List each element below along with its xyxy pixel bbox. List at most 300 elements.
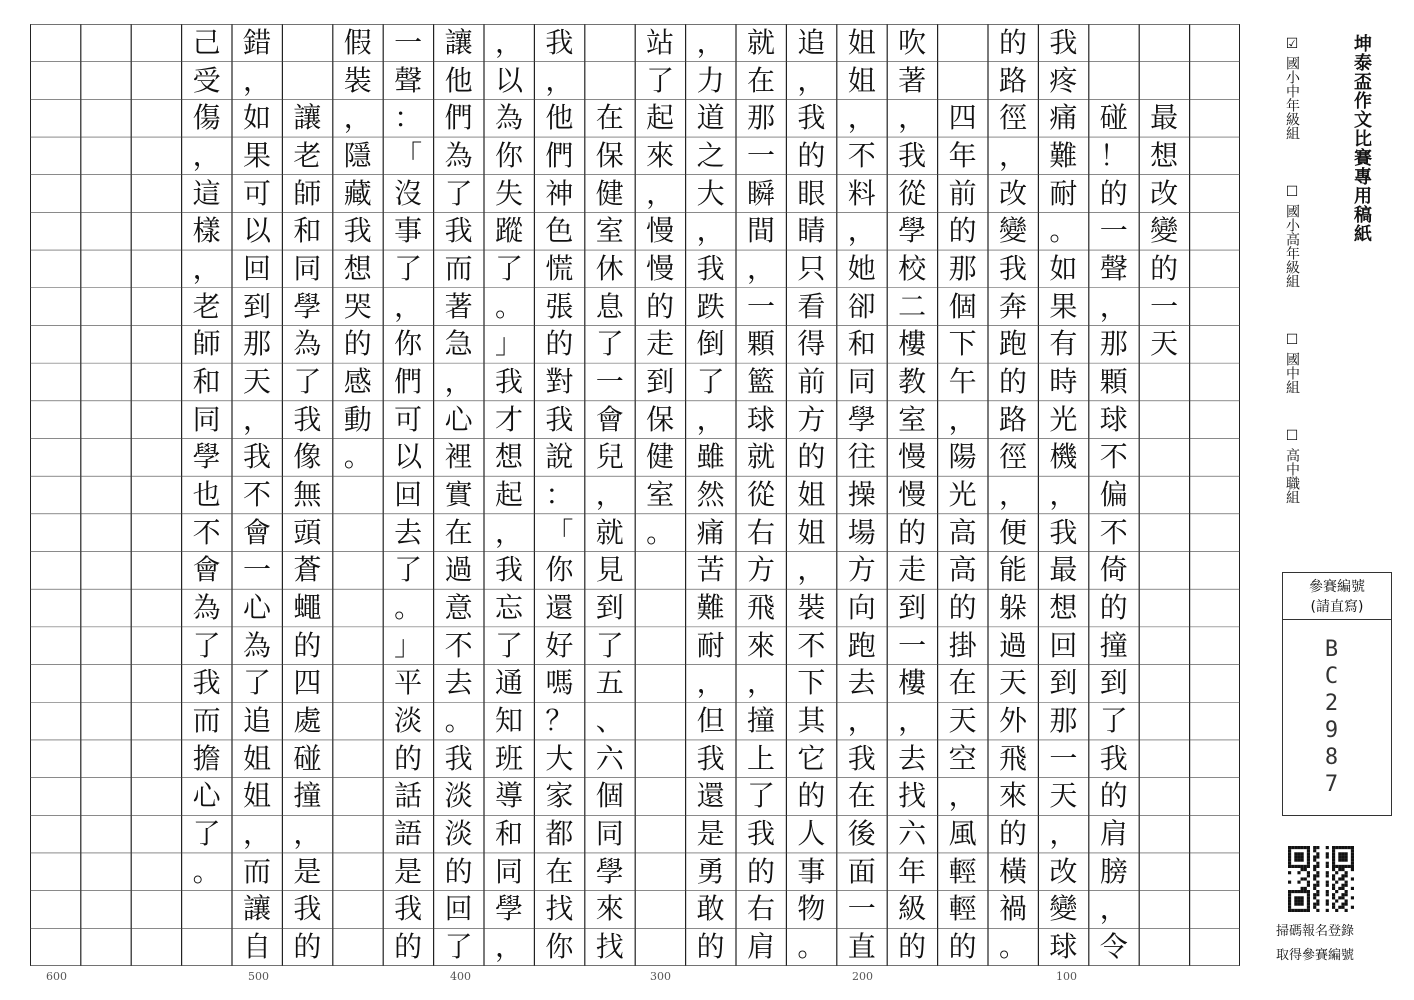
char-cell: 淡 [444,817,473,851]
char-cell: 便 [998,515,1027,549]
char-cell: 受 [192,63,221,97]
char-cell: 室 [595,214,624,248]
char-cell: 室 [898,402,927,436]
char-cell: 我 [343,214,372,248]
char-cell: 見 [595,553,624,587]
char-cell: 為 [444,138,473,172]
char-cell: 的 [293,930,322,964]
char-cell: 我 [293,892,322,926]
char-cell: 。 [998,930,1027,964]
char-cell: 到 [1049,666,1078,700]
qr-code-icon [1288,846,1354,912]
char-cell: 找 [595,930,624,964]
char-cell: 淡 [444,779,473,813]
char-cell: 兒 [595,440,624,474]
char-cell: 處 [293,704,322,738]
char-cell: 一 [746,289,775,323]
char-cell: 假 [343,25,372,59]
char-cell: 找 [898,779,927,813]
char-cell: 讓 [242,892,271,926]
char-cell: 好 [545,628,574,662]
char-cell: 動 [343,402,372,436]
char-cell: 大 [696,176,725,210]
char-cell: 就 [746,440,775,474]
char-cell: 我 [545,402,574,436]
char-cell: 的 [998,25,1027,59]
char-cell: 光 [948,477,977,511]
char-cell: 輕 [948,892,977,926]
char-cell: 保 [646,402,675,436]
option-label: 高中職組 [1284,448,1300,504]
char-cell: ， [746,666,775,700]
char-cell: 去 [444,666,473,700]
char-cell: 級 [898,892,927,926]
char-cell: 機 [1049,440,1078,474]
char-cell: 的 [948,930,977,964]
char-cell: 飛 [746,591,775,625]
char-cell: 撞 [293,779,322,813]
char-cell: 慌 [545,251,574,285]
char-cell: 校 [898,251,927,285]
char-cell: ， [494,930,523,964]
char-cell: 操 [847,477,876,511]
char-cell: 、 [595,704,624,738]
char-cell: 右 [746,515,775,549]
char-cell: 老 [293,138,322,172]
char-cell: 姐 [242,741,271,775]
char-cell: 在 [746,63,775,97]
char-cell: 就 [746,25,775,59]
char-cell: 我 [444,741,473,775]
char-cell: 到 [898,591,927,625]
char-cell: 了 [646,63,675,97]
char-cell: 最 [1150,101,1179,135]
char-cell: 平 [394,666,423,700]
char-cell: 從 [746,477,775,511]
option-label: 國中組 [1284,352,1300,394]
char-cell: 想 [343,251,372,285]
char-cell: 天 [242,364,271,398]
char-cell: 跑 [998,327,1027,361]
char-cell: 一 [595,364,624,398]
char-cell: 那 [746,101,775,135]
char-cell: 改 [1150,176,1179,210]
char-cell: 意 [444,591,473,625]
char-cell: 心 [242,591,271,625]
char-cell: 下 [797,666,826,700]
text-column [282,24,332,966]
char-cell: 己 [192,25,221,59]
char-cell: 路 [998,402,1027,436]
char-cell: 在 [948,666,977,700]
char-cell: 球 [746,402,775,436]
char-cell: 我 [192,666,221,700]
char-cell: 變 [1150,214,1179,248]
char-cell: 我 [444,214,473,248]
char-cell: 神 [545,176,574,210]
char-cell: 樓 [898,666,927,700]
char-cell: 果 [1049,289,1078,323]
text-column [938,24,988,966]
char-cell: 不 [192,515,221,549]
char-cell: 了 [494,628,523,662]
char-cell: 得 [797,327,826,361]
char-cell: ， [646,176,675,210]
char-cell: 為 [293,327,322,361]
char-cell: ？ [545,704,574,738]
char-cell: 高 [948,553,977,587]
char-cell: 為 [494,101,523,135]
char-cell: 橫 [998,854,1027,888]
char-cell: 」 [494,327,523,361]
char-cell: 的 [696,930,725,964]
char-cell: 我 [394,892,423,926]
char-cell: 不 [242,477,271,511]
char-cell: 的 [1099,779,1128,813]
char-cell: 慢 [898,477,927,511]
char-cell: 變 [1049,892,1078,926]
char-cell: 了 [394,553,423,587]
char-cell: 方 [746,553,775,587]
char-cell: 們 [545,138,574,172]
char-cell: ， [545,63,574,97]
char-cell: 光 [1049,402,1078,436]
text-column [30,24,80,966]
char-cell: 我 [1049,515,1078,549]
char-cell: 的 [898,515,927,549]
char-cell: 的 [1099,591,1128,625]
char-cell: 室 [646,477,675,511]
char-cell: 你 [494,138,523,172]
char-cell: 五 [595,666,624,700]
char-cell: 都 [545,817,574,851]
text-column [1089,24,1139,966]
char-cell: 那 [948,251,977,285]
char-cell: 心 [192,779,221,813]
char-cell: 休 [595,251,624,285]
char-cell: 了 [394,251,423,285]
char-cell: 難 [1049,138,1078,172]
char-cell: 在 [595,101,624,135]
char-cell: 過 [998,628,1027,662]
char-cell: 樓 [898,327,927,361]
text-column [484,24,534,966]
char-cell: 改 [998,176,1027,210]
char-cell: 」 [394,628,423,662]
char-cell: 我 [293,402,322,436]
char-cell: 學 [898,214,927,248]
char-cell: 。 [444,704,473,738]
char-cell: 空 [948,741,977,775]
char-cell: 痛 [1049,101,1078,135]
char-cell: 顆 [1099,364,1128,398]
char-cell: 徑 [998,101,1027,135]
char-cell: 藏 [343,176,372,210]
char-cell: ， [746,251,775,285]
char-cell: ， [242,817,271,851]
char-cell: 家 [545,779,574,813]
char-cell: 奔 [998,289,1027,323]
char-cell: 到 [595,591,624,625]
char-cell: 「 [545,515,574,549]
char-cell: 了 [746,779,775,813]
char-cell: 不 [847,138,876,172]
char-cell: 健 [595,176,624,210]
char-cell: 肩 [1099,817,1128,851]
char-cell: 年 [898,854,927,888]
char-cell: 的 [394,930,423,964]
char-cell: 淡 [394,704,423,738]
char-cell: 裝 [343,63,372,97]
empty-box-icon[interactable]: ☐ [1285,428,1299,444]
char-cell: 隱 [343,138,372,172]
char-cell: 師 [293,176,322,210]
char-cell: 去 [847,666,876,700]
counter-300: 300 [650,970,671,983]
text-column [1139,24,1189,966]
char-cell: 你 [545,553,574,587]
counter-100: 100 [1056,970,1077,983]
char-cell: ， [948,402,977,436]
char-cell: 如 [242,101,271,135]
char-cell: ， [797,553,826,587]
char-cell: ， [847,101,876,135]
char-cell: 是 [394,854,423,888]
char-cell: 去 [898,741,927,775]
char-cell: 了 [192,628,221,662]
char-cell: 去 [394,515,423,549]
char-cell: 碰 [293,741,322,775]
empty-box-icon[interactable]: ☐ [1285,184,1299,200]
char-cell: 方 [847,553,876,587]
char-cell: 的 [545,327,574,361]
char-cell: 眼 [797,176,826,210]
char-cell: 通 [494,666,523,700]
char-cell: 勇 [696,854,725,888]
char-cell: 一 [746,138,775,172]
char-cell: 球 [1049,930,1078,964]
entry-id-label [1283,573,1391,620]
char-cell: 場 [847,515,876,549]
text-column [988,24,1038,966]
char-cell: 姐 [242,779,271,813]
char-cell: 不 [444,628,473,662]
char-cell: 語 [394,817,423,851]
char-cell: 同 [595,817,624,851]
char-cell: 顆 [746,327,775,361]
char-cell: 師 [192,327,221,361]
char-cell: 我 [494,364,523,398]
char-cell: ， [696,402,725,436]
char-cell: 他 [545,101,574,135]
char-cell: 為 [192,591,221,625]
char-cell: 還 [696,779,725,813]
char-cell: 了 [293,364,322,398]
qr-note-line1: 掃碼報名登錄 [1276,924,1355,939]
char-cell: 耐 [696,628,725,662]
checked-box-icon[interactable]: ☑ [1285,36,1299,52]
char-cell: 回 [1049,628,1078,662]
char-cell: 風 [948,817,977,851]
char-cell: 六 [898,817,927,851]
char-cell: 那 [242,327,271,361]
text-column [686,24,736,966]
char-cell: 到 [646,364,675,398]
option-junior-high[interactable] [1282,332,1302,394]
option-label: 國小中年級組 [1284,56,1300,140]
char-cell: 導 [494,779,523,813]
char-cell: 肩 [746,930,775,964]
text-column [333,24,383,966]
char-cell: 學 [293,289,322,323]
char-cell: 姐 [797,515,826,549]
char-cell: 面 [847,854,876,888]
char-cell: 走 [646,327,675,361]
char-cell: 後 [847,817,876,851]
char-cell: ， [343,101,372,135]
char-cell: 不 [1099,440,1128,474]
char-cell: 傷 [192,101,221,135]
char-cell: 他 [444,63,473,97]
entry-id-label-line1: 參賽編號 [1309,579,1365,595]
char-cell: 慢 [646,214,675,248]
char-cell: ， [494,25,523,59]
char-cell: 的 [898,930,927,964]
char-cell: 籃 [746,364,775,398]
char-cell: 我 [847,741,876,775]
char-cell: 的 [1150,251,1179,285]
char-cell: 她 [847,251,876,285]
char-cell: 的 [797,138,826,172]
char-cell: 禍 [998,892,1027,926]
char-cell: 慢 [898,440,927,474]
char-cell: 是 [696,817,725,851]
char-cell: 右 [746,892,775,926]
char-cell: 了 [444,176,473,210]
char-cell: 躲 [998,591,1027,625]
char-cell: 讓 [293,101,322,135]
char-cell: 卻 [847,289,876,323]
text-column [887,24,937,966]
char-cell: ： [545,477,574,511]
char-cell: 想 [1049,591,1078,625]
char-cell: 站 [646,25,675,59]
char-cell: 會 [192,553,221,587]
char-cell: 以 [494,63,523,97]
char-cell: 可 [394,402,423,436]
empty-box-icon[interactable]: ☐ [1285,332,1299,348]
char-cell: 我 [1099,741,1128,775]
char-cell: 同 [192,402,221,436]
option-senior-high[interactable] [1282,428,1302,504]
option-lower-middle-grade[interactable] [1282,36,1302,140]
char-cell: 不 [1099,515,1128,549]
char-cell: 我 [545,25,574,59]
char-cell: 只 [797,251,826,285]
char-cell: 學 [595,854,624,888]
char-cell: 我 [898,138,927,172]
char-cell: 的 [998,364,1027,398]
char-cell: 上 [746,741,775,775]
char-cell: 你 [545,930,574,964]
char-cell: 膀 [1099,854,1128,888]
char-cell: 人 [797,817,826,851]
char-cell: 了 [192,817,221,851]
char-cell: 無 [293,477,322,511]
char-cell: 在 [545,854,574,888]
char-cell: 息 [595,289,624,323]
char-cell: 姐 [797,477,826,511]
char-cell: 偏 [1099,477,1128,511]
char-cell: ， [595,477,624,511]
text-column [434,24,484,966]
char-cell: 我 [1049,25,1078,59]
char-cell: 變 [998,214,1027,248]
option-upper-grade[interactable] [1282,184,1302,288]
char-cell: 撞 [1099,628,1128,662]
char-cell: 我 [746,817,775,851]
sheet-sidebar [1262,28,1402,988]
char-cell: 高 [948,515,977,549]
char-cell: 了 [595,628,624,662]
char-cell: 自 [242,930,271,964]
text-column [81,24,131,966]
char-cell: 苦 [696,553,725,587]
char-cell: 倒 [696,327,725,361]
char-cell: 同 [494,854,523,888]
char-cell: 一 [242,553,271,587]
char-cell: 的 [998,817,1027,851]
char-cell: ， [847,704,876,738]
char-cell: 它 [797,741,826,775]
char-cell: 的 [343,327,372,361]
char-cell: ， [444,364,473,398]
text-column [786,24,836,966]
char-cell: ！ [1099,138,1128,172]
char-cell: 。 [1049,214,1078,248]
char-cell: 說 [545,440,574,474]
char-cell: 回 [444,892,473,926]
char-cell: 起 [646,101,675,135]
char-cell: 撞 [746,704,775,738]
char-cell: 了 [696,364,725,398]
char-cell: 學 [192,440,221,474]
char-cell: 追 [242,704,271,738]
char-cell: 之 [696,138,725,172]
char-cell: 的 [797,779,826,813]
char-cell: 看 [797,289,826,323]
char-cell: 。 [394,591,423,625]
char-cell: 色 [545,214,574,248]
char-cell: 像 [293,440,322,474]
char-cell: 忘 [494,591,523,625]
char-cell: 和 [293,214,322,248]
char-cell: 讓 [444,25,473,59]
char-cell: 這 [192,176,221,210]
char-cell: 也 [192,477,221,511]
char-cell: 學 [494,892,523,926]
char-cell: 了 [444,930,473,964]
char-cell: 如 [1049,251,1078,285]
char-cell: 物 [797,892,826,926]
char-cell: 果 [242,138,271,172]
char-cell: 痛 [696,515,725,549]
char-cell: 追 [797,25,826,59]
counter-400: 400 [450,970,471,983]
char-cell: 但 [696,704,725,738]
char-cell: 事 [394,214,423,248]
char-cell: 年 [948,138,977,172]
